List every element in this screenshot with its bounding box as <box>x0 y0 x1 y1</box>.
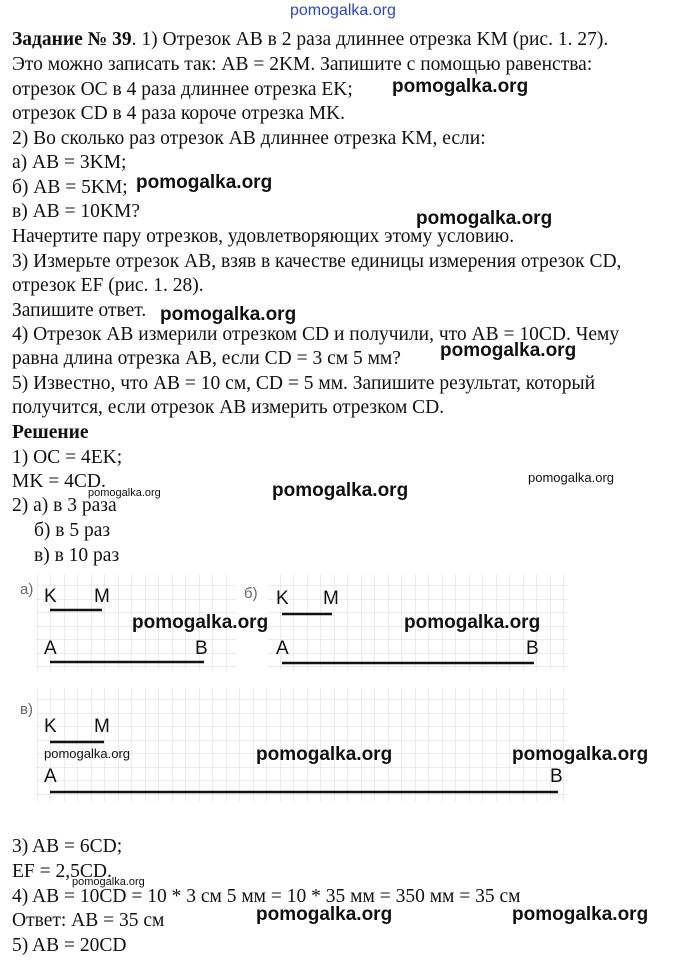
solution-4b: Ответ: AB = 35 см <box>12 910 165 931</box>
solution-2a: 2) а) в 3 раза <box>12 495 117 516</box>
task-line-7: б) AB = 5KM; <box>12 177 128 198</box>
watermark: pomogalka.org <box>256 904 393 925</box>
solution-2c: в) в 10 раз <box>34 545 120 566</box>
watermark: pomogalka.org <box>160 304 297 325</box>
task-line-11: отрезок EF (рис. 1. 28). <box>12 275 204 296</box>
b-point-m: M <box>323 588 339 609</box>
watermark: pomogalka.org <box>272 480 409 501</box>
task-title: Задание № 39 <box>12 29 132 50</box>
solution-2b: б) в 5 раз <box>34 520 111 541</box>
c-point-a: A <box>44 766 57 787</box>
watermark: pomogalka.org <box>512 904 649 925</box>
a-point-k: K <box>44 586 57 607</box>
diagram-b-label: б) <box>244 585 258 602</box>
task-text: . 1) Отрезок AB в 2 раза длиннее отрезка KM (рис. 1. 27). <box>131 29 609 50</box>
task-line-1 <box>12 28 608 52</box>
watermark: pomogalka.org <box>256 744 393 765</box>
watermark: pomogalka.org <box>440 340 577 361</box>
solution-heading: Решение <box>12 422 89 443</box>
c-point-k: K <box>44 716 57 737</box>
solution-3a: 3) AB = 6CD; <box>12 836 123 857</box>
watermark: pomogalka.org <box>392 76 529 97</box>
task-line-3: отрезок OC в 4 раза длиннее отрезка EK; <box>12 79 353 100</box>
a-point-a: A <box>44 638 57 659</box>
diagram-a-label: а) <box>20 581 34 598</box>
solution-1a: 1) OC = 4EK; <box>12 447 123 468</box>
task-line-13: 4) Отрезок AB измерили отрезком CD и получили, что AB = 10CD. Чему <box>12 324 620 345</box>
watermark-top: pomogalka.org <box>290 2 396 19</box>
b-point-a: A <box>276 638 289 659</box>
solution-4a: 4) AB = 10CD = 10 * 3 см 5 мм = 10 * 35 мм = 350 мм = 35 см <box>12 886 521 907</box>
watermark-small: pomogalka.org <box>72 876 145 888</box>
task-line-16: получится, если отрезок AB измерить отрезком CD. <box>12 397 445 418</box>
task-line-12: Запишите ответ. <box>12 300 147 321</box>
watermark: pomogalka.org <box>132 612 269 633</box>
watermark: pomogalka.org <box>416 208 553 229</box>
task-line-4: отрезок CD в 4 раза короче отрезка MK. <box>12 103 346 124</box>
task-line-8: в) AB = 10KM? <box>12 201 140 222</box>
task-line-2: Это можно записать так: AB = 2KM. Запишите с помощью равенства: <box>12 54 593 75</box>
b-point-b: B <box>526 638 539 659</box>
solution-3b: EF = 2,5CD. <box>12 861 112 882</box>
solution-1b: MK = 4CD. <box>12 471 106 492</box>
task-line-10: 3) Измерьте отрезок AB, взяв в качестве единицы измерения отрезок CD, <box>12 251 622 272</box>
diagram-c-label: в) <box>20 701 33 718</box>
task-line-9: Начертите пару отрезков, удовлетворяющих этому условию. <box>12 226 515 247</box>
watermark-small: pomogalka.org <box>528 470 614 485</box>
task-line-6: а) AB = 3KM; <box>12 152 127 173</box>
watermark-small: pomogalka.org <box>44 746 130 761</box>
c-point-b: B <box>550 766 563 787</box>
a-point-b: B <box>195 638 208 659</box>
b-point-k: K <box>276 588 289 609</box>
task-line-5: 2) Во сколько раз отрезок AB длиннее отрезка KM, если: <box>12 128 486 149</box>
a-point-m: M <box>94 586 110 607</box>
watermark: pomogalka.org <box>512 744 649 765</box>
solution-5: 5) AB = 20CD <box>12 935 127 956</box>
task-line-15: 5) Известно, что AB = 10 см, CD = 5 мм. Запишите результат, который <box>12 373 596 394</box>
watermark-small: pomogalka.org <box>88 487 161 499</box>
task-line-14: равна длина отрезка AB, если CD = 3 см 5 мм? <box>12 348 401 369</box>
c-point-m: M <box>94 716 110 737</box>
watermark: pomogalka.org <box>404 612 541 633</box>
watermark: pomogalka.org <box>136 172 273 193</box>
